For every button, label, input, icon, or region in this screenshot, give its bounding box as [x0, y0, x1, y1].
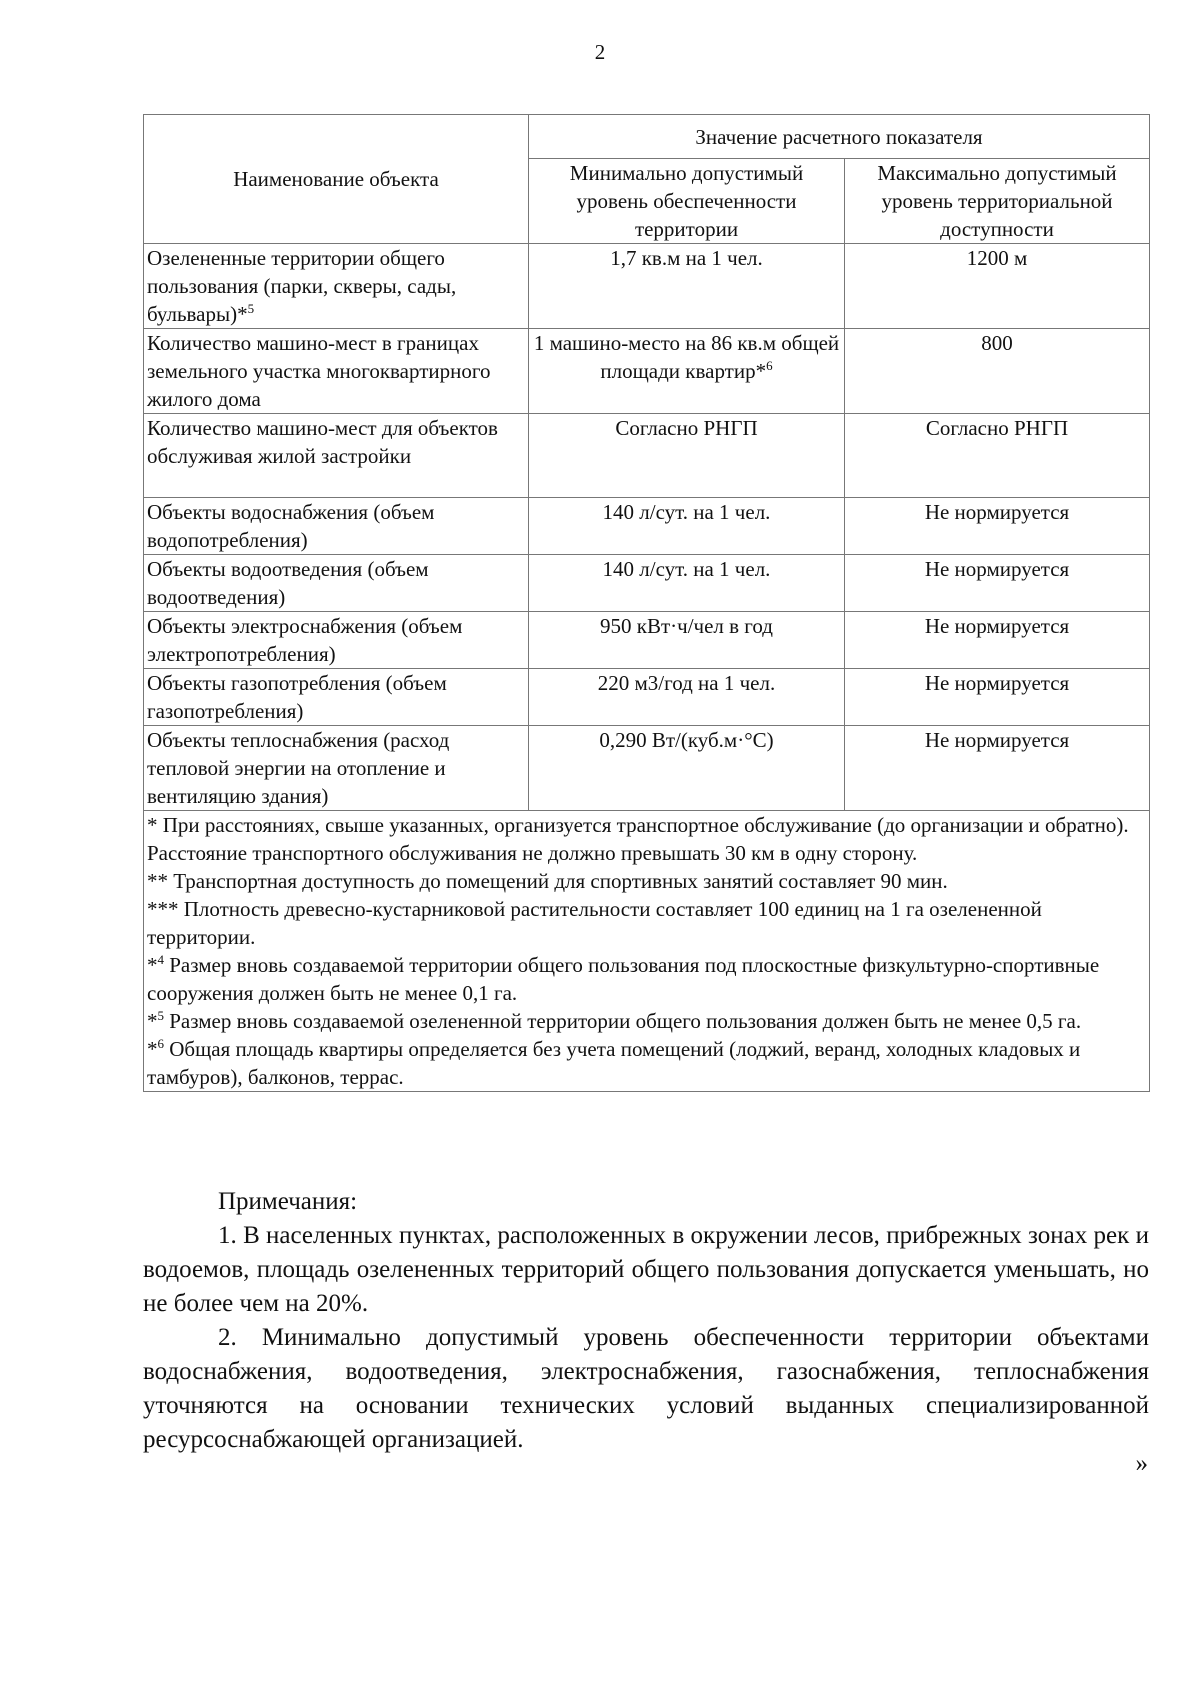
- norms-table: [143, 114, 1150, 1092]
- row-max: 1200 м: [845, 244, 1150, 329]
- header-max-level: Максимально допустимый уровень территориальной доступности: [845, 159, 1150, 244]
- row-min: 950 кВт·ч/чел в год: [529, 612, 845, 669]
- row-name: Объекты водоснабжения (объем водопотребления): [144, 498, 529, 555]
- notes-heading: Примечания:: [218, 1188, 358, 1215]
- table-row: [144, 555, 1150, 612]
- note-1: 1. В населенных пунктах, расположенных в окружении лесов, прибрежных зонах рек и водоемов, площадь озелененных территорий общего пользования допускается уменьшать, но не более чем на 20%.: [143, 1222, 1149, 1317]
- footnotes-row: [144, 811, 1150, 1092]
- header-min-level: Минимально допустимый уровень обеспеченности территории: [529, 159, 845, 244]
- table-row: [144, 669, 1150, 726]
- header-object-name: Наименование объекта: [144, 115, 529, 244]
- page-number: 2: [594, 40, 606, 64]
- row-name: Озелененные территории общего пользования (парки, скверы, сады, бульвары)*$^5$: [144, 244, 529, 329]
- footnote-4: *$^4$ Размер вновь создаваемой территории общего пользования под плоскостные физкультурно-спортивные сооружения должен быть не менее 0,1 га.: [147, 952, 1100, 1005]
- table-row: [144, 244, 1150, 329]
- row-name: Объекты газопотребления (объем газопотребления): [144, 669, 529, 726]
- table-row: [144, 726, 1150, 811]
- header-indicator-value: Значение расчетного показателя: [529, 115, 1150, 159]
- row-max: Не нормируется: [845, 498, 1150, 555]
- row-min: 1,7 кв.м на 1 чел.: [529, 244, 845, 329]
- row-max: Не нормируется: [845, 726, 1150, 811]
- row-min: 140 л/сут. на 1 чел.: [529, 555, 845, 612]
- footnote-1: * При расстояниях, свыше указанных, организуется транспортное обслуживание (до организации и обратно). Расстояние транспортного обслуживания не должно превышать 30 км в одну сторону.: [147, 813, 1129, 865]
- row-max: Не нормируется: [845, 669, 1150, 726]
- row-min: Согласно РНГП: [529, 414, 845, 498]
- footnotes-cell: [144, 811, 1150, 1092]
- row-max: 800: [845, 329, 1150, 414]
- footnote-5: *$^5$ Размер вновь создаваемой озелененной территории общего пользования должен быть не менее 0,5 га.: [147, 1008, 1082, 1033]
- row-min: 140 л/сут. на 1 чел.: [529, 498, 845, 555]
- table-row: [144, 414, 1150, 498]
- footnote-2: ** Транспортная доступность до помещений для спортивных занятий составляет 90 мин.: [147, 869, 948, 893]
- row-max: Не нормируется: [845, 612, 1150, 669]
- note-2: 2. Минимально допустимый уровень обеспеченности территории объектами водоснабжения, водоотведения, электроснабжения, газоснабжения, теплоснабжения уточняются на основании технических условий выданных специализированной ресурсоснабжающей организацией.: [143, 1324, 1149, 1453]
- table-row: [144, 498, 1150, 555]
- footnote-3: *** Плотность древесно-кустарниковой растительности составляет 100 единиц на 1 га озелененной территории.: [147, 897, 1042, 949]
- row-max: Согласно РНГП: [845, 414, 1150, 498]
- row-name: Объекты теплоснабжения (расход тепловой энергии на отопление и вентиляцию здания): [144, 726, 529, 811]
- row-min: 1 машино-место на 86 кв.м общей площади квартир*$^6$: [529, 329, 845, 414]
- notes-section: [143, 1185, 1149, 1457]
- table-row: [144, 612, 1150, 669]
- closing-quote: »: [1135, 1450, 1148, 1477]
- row-name: Объекты водоотведения (объем водоотведения): [144, 555, 529, 612]
- table-header-row: [144, 115, 1150, 159]
- table-row: [144, 329, 1150, 414]
- footnote-6: *$^6$ Общая площадь квартиры определяется без учета помещений (лоджий, веранд, холодных кладовых и тамбуров), балконов, террас.: [147, 1036, 1081, 1089]
- row-name: Объекты электроснабжения (объем электропотребления): [144, 612, 529, 669]
- row-name: Количество машино-мест в границах земельного участка многоквартирного жилого дома: [144, 329, 529, 414]
- row-min: 0,290 Вт/(куб.м·°С): [529, 726, 845, 811]
- row-name: Количество машино-мест для объектов обслуживая жилой застройки: [144, 414, 529, 498]
- row-min: 220 м3/год на 1 чел.: [529, 669, 845, 726]
- row-max: Не нормируется: [845, 555, 1150, 612]
